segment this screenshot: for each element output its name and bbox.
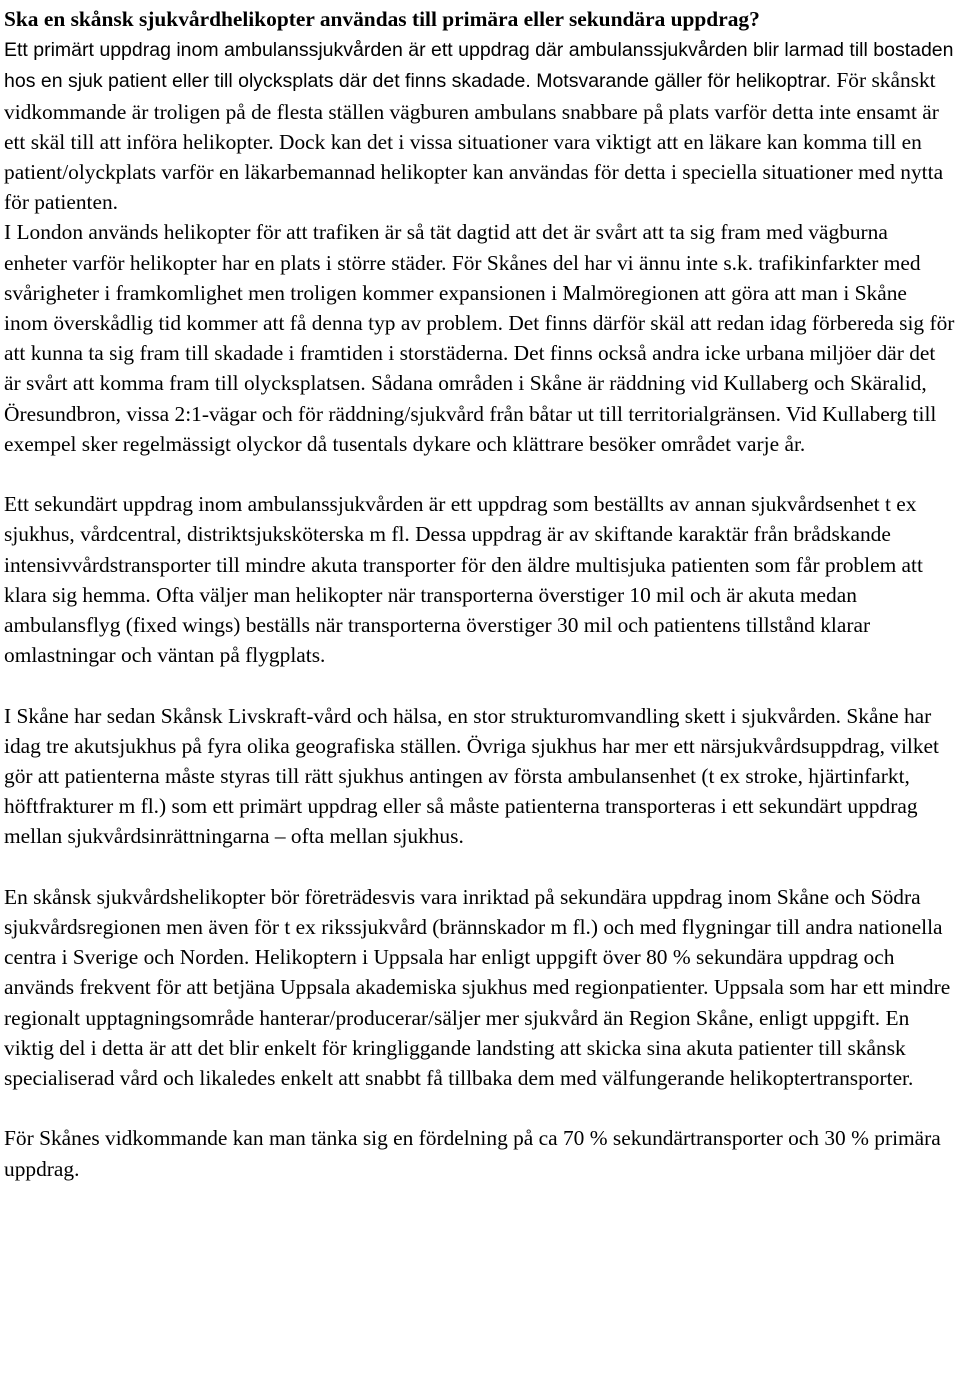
paragraph-secondary-missions: Ett sekundärt uppdrag inom ambulanssjukvården är ett uppdrag som beställts av annan sjukvårdsenhet t ex sjukhus, vårdcentral, distriktsjuksköterska m fl. Dessa uppdrag är av skiftande karaktär från brådskande intensivvårdstransporter till mindre akuta transporter för den äldre multisjuka patienten som får problem att klara sig hemma. Ofta väljer man helikopter när transporterna överstiger 10 mil och är akuta medan ambulansflyg (fixed wings) beställs när transporterna överstiger 30 mil och patientens tillstånd klarar omlastningar och väntan på flygplats. — [4, 492, 923, 668]
section-heading: Ska en skånsk sjukvårdhelikopter användas till primära eller sekundära uppdrag? — [4, 7, 760, 31]
paragraph-london-traffic: I London används helikopter för att trafiken är så tät dagtid att det är svårt att ta sig fram med vägburna enheter varför helikopter har en plats i större städer. För Skånes del har vi ännu inte s.k. trafikinfarkter med svårigheter i framkomlighet men troligen kommer expansionen i Malmöregionen att göra att man i Skåne inom överskådlig tid kommer att få denna typ av problem. Det finns därför skäl att redan idag förbereda sig för att kunna ta sig fram till skadade i framtiden i storstäderna. Det finns också andra icke urbana miljöer där det är svårt att komma fram till olycksplatsen. Sådana områden i Skåne är räddning vid Kullaberg och Skäralid, Öresundbron, vissa 2:1-vägar och för räddning/sjukvård från båtar ut till territorialgränsen. Vid Kullaberg till exempel sker regelmässigt olyckor då tusentals dykare och klättrare besöker området varje år. — [4, 220, 955, 456]
paragraph-spacer — [4, 459, 956, 489]
paragraph-distribution: För Skånes vidkommande kan man tänka sig en fördelning på ca 70 % sekundärtransporter och 30 % primära uppdrag. — [4, 1126, 941, 1181]
paragraph-helicopter-focus: En skånsk sjukvårdshelikopter bör företrädesvis vara inriktad på sekundära uppdrag inom Skåne och Södra sjukvårdsregionen men även för t ex rikssjukvård (brännskador m fl.) och med flygningar till andra nationella centra i Sverige och Norden. Helikoptern i Uppsala har enligt uppgift över 80 % sekundära uppdrag och används frekvent för att betjäna Uppsala akademiska sjukhus med regionpatienter. Uppsala som har ett mindre regionalt upptagningsområde hanterar/producerar/säljer mer sjukvård än Region Skåne, enligt uppgift. En viktig del i detta är att det blir enkelt för kringliggande landsting att skicka sina akuta patienter till skånsk specialiserad vård och likaledes enkelt att snabbt få tillbaka dem med välfungerande helikoptertransporter. — [4, 884, 951, 1091]
paragraph-spacer — [4, 852, 956, 882]
paragraph-text: För skånskt vidkommande är troligen på de flesta ställen vägburen ambulans snabbare på plats varför detta inte ensamt är ett skäl till att införa helikopter. Dock kan det i vissa situationer vara viktigt att en läkare kan komma till en patient/olyckplats varför en läkarbemannad helikopter kan användas för detta i speciella situationer med nytta för patienten. — [4, 68, 944, 215]
document-page — [4, 4, 956, 1184]
paragraph-primary-missions — [4, 4, 956, 217]
paragraph-spacer — [4, 670, 956, 700]
paragraph-spacer — [4, 1093, 956, 1123]
paragraph-skane-restructuring: I Skåne har sedan Skånsk Livskraft-vård och hälsa, en stor strukturomvandling skett i sjukvården. Skåne har idag tre akutsjukhus på fyra olika geografiska ställen. Övriga sjukhus har mer ett närsjukvårdsuppdrag, vilket gör att patienterna måste styras till rätt sjukhus antingen av första ambulansenhet (t ex stroke, hjärtinfarkt, höftfrakturer m fl.) som ett primärt uppdrag eller så måste patienterna transporteras i ett sekundärt uppdrag mellan sjukvårdsinrättningarna – ofta mellan sjukhus. — [4, 703, 939, 849]
paragraph-intro-text: Ett primärt uppdrag inom ambulanssjukvården är ett uppdrag där ambulanssjukvården blir larmad till bostaden hos en sjuk patient eller till olycksplats där det finns skadade. Motsvarande gäller för helikoptrar. — [4, 39, 954, 93]
